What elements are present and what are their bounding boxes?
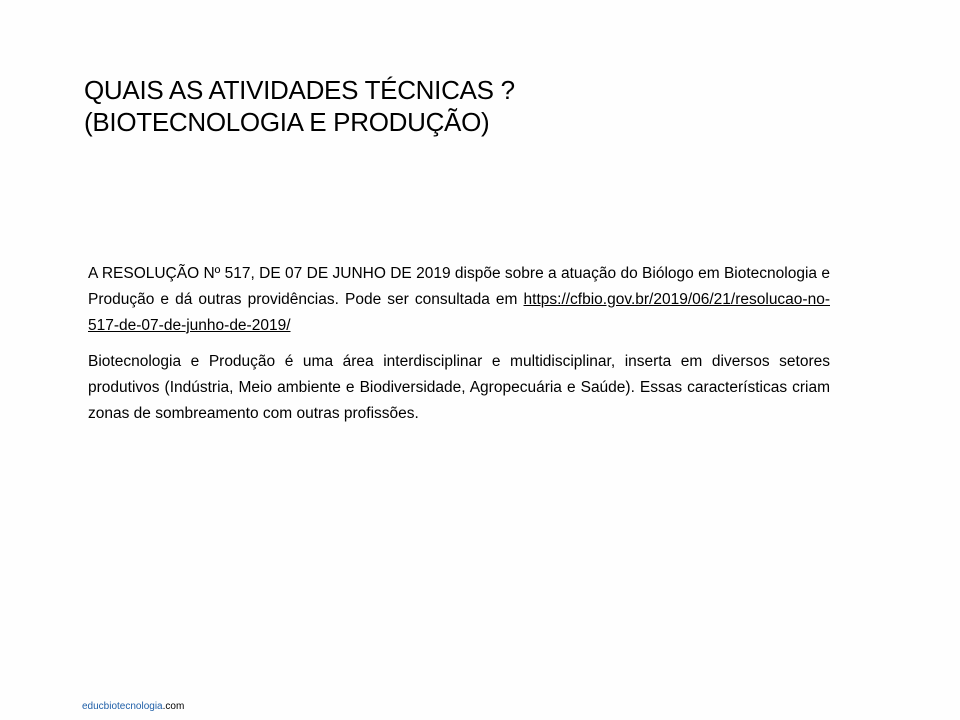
slide-title-line-2: (BIOTECNOLOGIA E PRODUÇÃO): [84, 107, 490, 137]
paragraph-description: Biotecnologia e Produção é uma área interdisciplinar e multidisciplinar, inserta em diversos setores produtivos (Indústria, Meio ambiente e Biodiversidade, Agropecuária e Saúde). Essas características criam zonas de sombreamento com outras profissões.: [88, 353, 830, 422]
slide-title-line-1: QUAIS AS ATIVIDADES TÉCNICAS ?: [84, 75, 515, 105]
footer-site: [82, 700, 184, 714]
slide-body: [88, 261, 830, 437]
slide-title: [84, 74, 844, 138]
paragraph-resolution-text: A RESOLUÇÃO Nº 517, DE 07 DE JUNHO DE 2019 dispõe sobre a atuação do Biólogo em Biotecnologia e Produção e dá outras providências. Pode ser consultada em: [88, 265, 830, 308]
paragraph-resolution: [88, 261, 830, 339]
footer-tld: .com: [162, 701, 185, 712]
resolution-link[interactable]: https://cfbio.gov.br/2019/06/21/resolucao-no-517-de-07-de-junho-de-2019/: [88, 291, 830, 334]
footer-brand: educbiotecnologia: [82, 701, 163, 712]
